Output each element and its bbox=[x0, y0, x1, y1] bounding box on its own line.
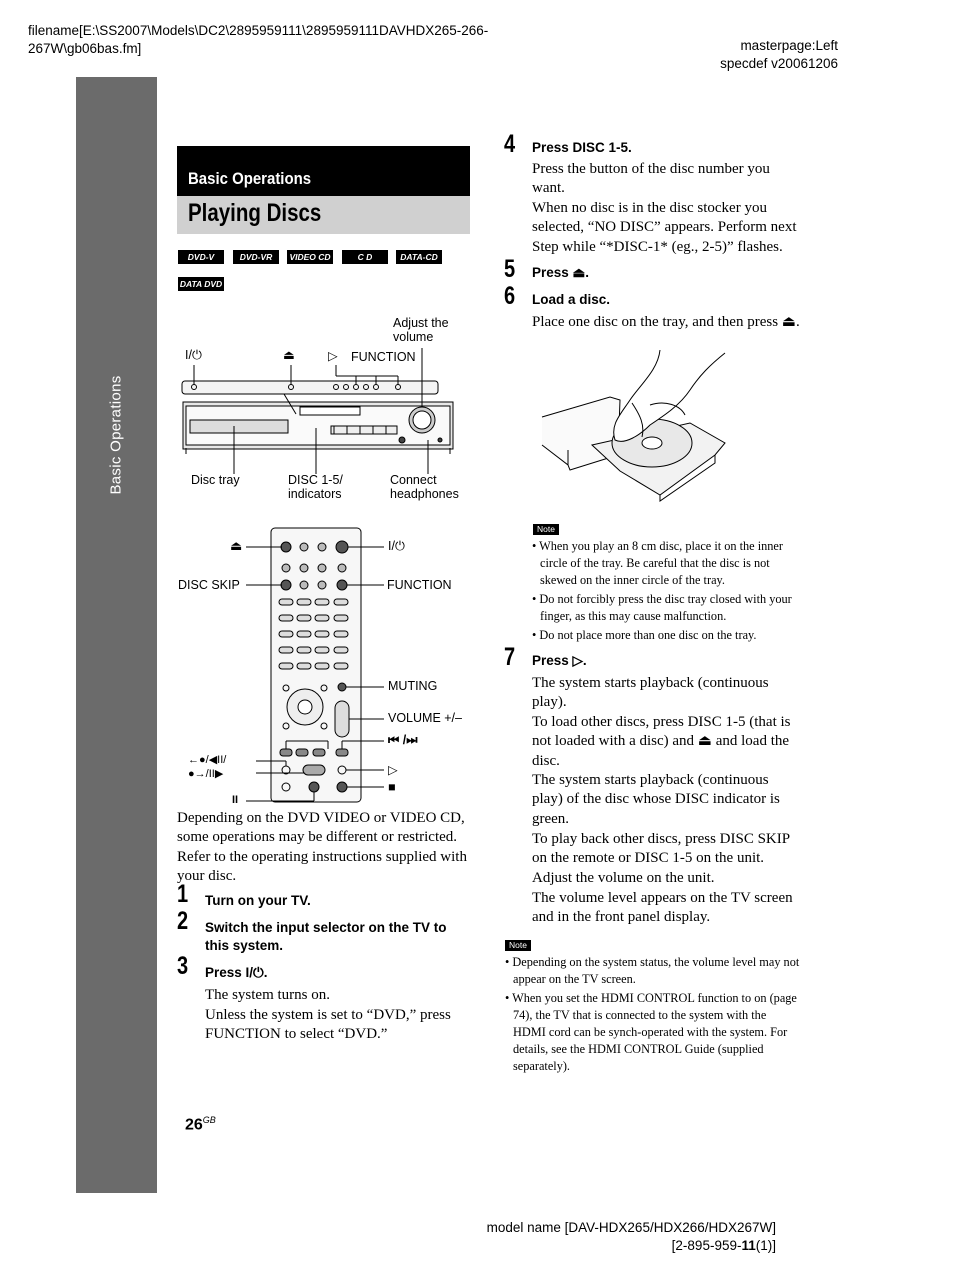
note-2-item-1: • Depending on the system status, the volume level may not appear on the TV screen. bbox=[505, 954, 800, 988]
headphones-line-1: Connect bbox=[390, 473, 437, 487]
step-4-number: 4 bbox=[504, 130, 516, 158]
step-1-heading: Turn on your TV. bbox=[205, 893, 311, 908]
pause-label: II bbox=[232, 794, 239, 806]
replay-line-2: ●→/II▶ bbox=[188, 768, 224, 780]
headphones-label bbox=[390, 473, 459, 501]
headphones-line-2: headphones bbox=[390, 487, 459, 501]
note-2-item-2: • When you set the HDMI CONTROL function to on (page 74), the TV that is connected to the system with the HDMI cord can be synch-operated with the system. For details, see the HDMI CONTROL Guide (supplied separately). bbox=[505, 990, 800, 1075]
adjust-volume-label bbox=[393, 316, 449, 344]
badge-dvd-vr: DVD-VR bbox=[233, 250, 279, 264]
step-6-heading: Load a disc. bbox=[532, 292, 611, 307]
remote-function-label: FUNCTION bbox=[387, 578, 452, 592]
sidebar-label-wrap bbox=[76, 77, 157, 1193]
badge-data-cd: DATA-CD bbox=[396, 250, 442, 264]
footer-code-suffix: (1)] bbox=[755, 1238, 776, 1253]
step-4-text-1: Press the button of the disc number you want. bbox=[532, 161, 770, 197]
step-2-heading: Switch the input selector on the TV to this system. bbox=[205, 920, 447, 953]
note-1-item-3: • Do not place more than one disc on the tray. bbox=[532, 627, 800, 644]
header-masterpage bbox=[690, 37, 838, 73]
disc-indicators-line-2: indicators bbox=[288, 487, 342, 501]
disc-indicators-label bbox=[288, 473, 343, 501]
remote-play-label: ▷ bbox=[388, 763, 398, 777]
step-7-heading: Press ▷. bbox=[532, 653, 587, 668]
muting-label: MUTING bbox=[388, 679, 438, 693]
notes-list-2 bbox=[505, 954, 800, 1077]
step-7-text-5: Adjust the volume on the unit. bbox=[532, 870, 715, 886]
specdef-label: specdef v20061206 bbox=[720, 56, 838, 71]
adjust-volume-line-2: volume bbox=[393, 330, 434, 344]
header-filename bbox=[28, 22, 548, 58]
badge-dvd-v: DVD-V bbox=[178, 250, 224, 264]
step-7-text-1: The system starts playback (continuous play). bbox=[532, 675, 769, 711]
adjust-volume-line-1: Adjust the bbox=[393, 316, 449, 330]
step-3-number: 3 bbox=[177, 952, 189, 980]
intro-paragraph: Depending on the DVD VIDEO or VIDEO CD, some operations may be different or restricted. Refer to the operating instructions supplied with your disc. bbox=[177, 810, 467, 884]
disc-tray-label: Disc tray bbox=[191, 473, 240, 487]
stop-label: ■ bbox=[388, 780, 396, 794]
step-3-text-2: Unless the system is set to “DVD,” press FUNCTION to select “DVD.” bbox=[205, 1007, 451, 1043]
notes-list-1 bbox=[532, 538, 800, 646]
masterpage-label: masterpage:Left bbox=[740, 38, 838, 53]
footer bbox=[440, 1219, 776, 1255]
page-number-value: 26 bbox=[185, 1116, 203, 1134]
step-5-number: 5 bbox=[504, 255, 516, 283]
badge-video-cd: VIDEO CD bbox=[287, 250, 333, 264]
unit-play-label: ▷ bbox=[328, 349, 338, 363]
unit-power-label: I/⏻ bbox=[185, 348, 202, 362]
step-6-number: 6 bbox=[504, 282, 516, 310]
step-7-text-4: To play back other discs, press DISC SKIP on the remote or DISC 1-5 on the unit. bbox=[532, 831, 790, 867]
filename-line-1: filename[E:\SS2007\Models\DC2\2895959111\2895959111DAVHDX265-266- bbox=[28, 23, 489, 38]
step-3-heading: Press I/⏻. bbox=[205, 965, 268, 980]
step-7-text-2: To load other discs, press DISC 1-5 (that is not loaded with a disc) and ⏏ and load the disc. bbox=[532, 714, 791, 769]
prev-next-label: ⏮ /⏭ bbox=[388, 733, 418, 747]
step-6-text-1: Place one disc on the tray, and then press ⏏. bbox=[532, 314, 800, 330]
badge-data-dvd: DATA DVD bbox=[179, 279, 223, 289]
page-number bbox=[185, 1115, 216, 1134]
step-7-text-3: The system starts playback (continuous play) of the disc whose DISC indicator is green. bbox=[532, 772, 780, 827]
page-number-suffix: GB bbox=[202, 1115, 216, 1125]
note-badge-2: Note bbox=[505, 940, 531, 951]
disc-loading-illustration bbox=[540, 345, 740, 505]
step-5-heading: Press ⏏. bbox=[532, 265, 590, 280]
step-7-text-6: The volume level appears on the TV screen and in the front panel display. bbox=[532, 890, 793, 926]
note-1-item-1: • When you play an 8 cm disc, place it on the inner circle of the tray. Be careful that the disc is not skewed on the inner circle of the tray. bbox=[532, 538, 800, 589]
disc-skip-label: DISC SKIP bbox=[178, 578, 240, 592]
step-1-number: 1 bbox=[177, 880, 189, 908]
note-badge-1: Note bbox=[533, 524, 559, 535]
volume-label: VOLUME +/– bbox=[388, 711, 462, 725]
page-title: Playing Discs bbox=[188, 199, 322, 227]
remote-power-label: I/⏻ bbox=[388, 539, 405, 553]
unit-function-label: FUNCTION bbox=[351, 350, 416, 364]
footer-code bbox=[440, 1237, 776, 1255]
step-7-number: 7 bbox=[504, 643, 516, 671]
unit-front-panel-illustration bbox=[176, 340, 466, 480]
footer-model: model name [DAV-HDX265/HDX266/HDX267W] bbox=[486, 1220, 776, 1235]
sidebar-label: Basic Operations bbox=[107, 375, 125, 495]
section-title: Basic Operations bbox=[188, 169, 312, 188]
step-3-text-1: The system turns on. bbox=[205, 987, 330, 1003]
step-2-number: 2 bbox=[177, 907, 189, 935]
remote-eject-label: ⏏ bbox=[230, 538, 243, 553]
step-4-heading: Press DISC 1-5. bbox=[532, 140, 632, 155]
step-4-text-2: When no disc is in the disc stocker you selected, “NO DISC” appears. Perform next Step while “*DISC-1* (eg., 2-5)” flashes. bbox=[532, 200, 797, 255]
note-1-item-2: • Do not forcibly press the disc tray closed with your finger, as this may cause malfunction. bbox=[532, 591, 800, 625]
disc-indicators-line-1: DISC 1-5/ bbox=[288, 473, 343, 487]
badge-cd: C D bbox=[342, 250, 388, 264]
unit-eject-label: ⏏ bbox=[283, 348, 295, 362]
filename-line-2: 267W\gb06bas.fm] bbox=[28, 41, 142, 56]
footer-code-bold: 11 bbox=[741, 1238, 756, 1253]
replay-line-1: ←●/◀II/ bbox=[188, 754, 227, 766]
replay-advance-label bbox=[188, 753, 226, 781]
footer-code-prefix: [2-895-959- bbox=[671, 1238, 742, 1253]
